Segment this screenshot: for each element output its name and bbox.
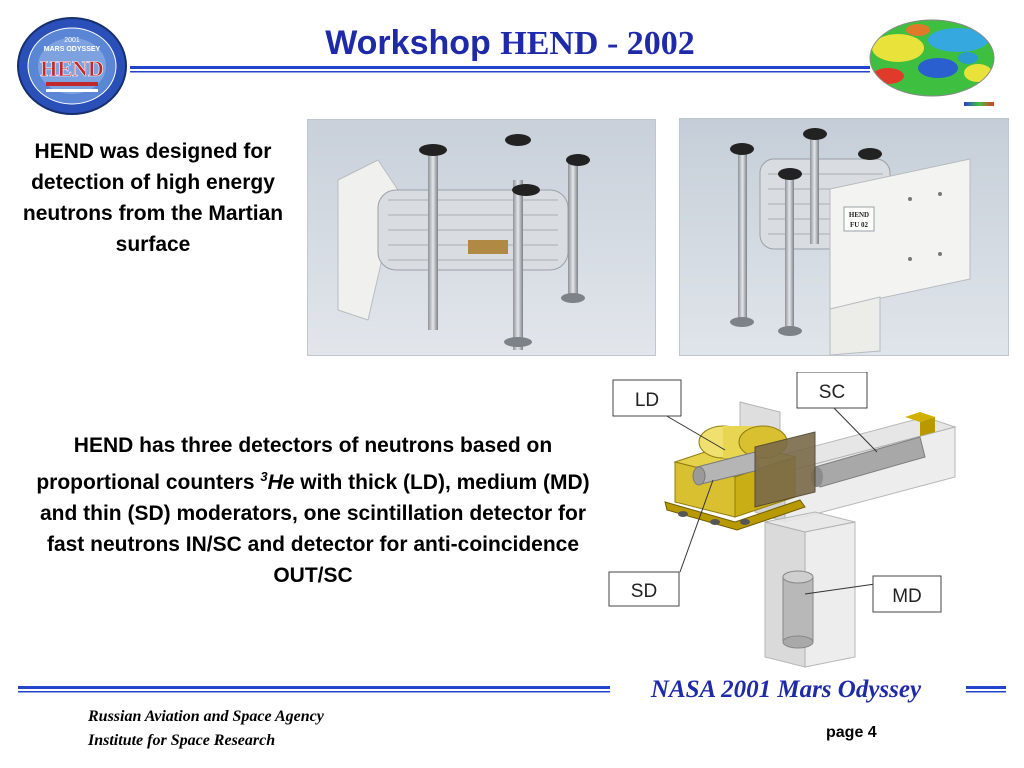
page-number: page 4 — [826, 724, 877, 741]
helium-isotope-number: 3 — [260, 469, 268, 484]
instrument-photo-right — [679, 118, 1009, 356]
description-detectors — [30, 430, 596, 591]
logo-year-text: 2001 — [64, 37, 80, 44]
mission-name: NASA 2001 Mars Odyssey — [650, 676, 922, 703]
hend-instrument-photo-icon — [308, 120, 655, 355]
diagram-label-md: MD — [892, 586, 922, 607]
plate-text-2: FU 02 — [849, 221, 869, 229]
plate-text-1: HEND — [848, 211, 870, 219]
diagram-label-sc: SC — [818, 382, 846, 403]
diagram-label-ld: LD — [634, 390, 660, 411]
title-part-2: HEND - 2002 — [500, 25, 695, 62]
description-detectors-part-1: HEND has three detectors of neutrons based on proportional counters — [36, 434, 553, 494]
description-detectors-part-2: with thick (LD), medium (MD) and thin (SD) moderators, one scintillation detector for fast neutrons IN/SC and detector for anti-coincidence OUT/SC — [39, 471, 590, 587]
mars-globe-icon — [868, 18, 998, 110]
helium-symbol: He — [267, 471, 295, 494]
instrument-photo-left — [307, 119, 656, 356]
diagram-label-sd: SD — [630, 581, 658, 602]
title-part-1: Workshop — [325, 24, 491, 62]
hend-logo-icon — [16, 16, 128, 116]
detector-layout-diagram — [605, 372, 965, 672]
footer-rule-right — [966, 686, 1006, 694]
logo-mission-text: MARS ODYSSEY — [43, 46, 101, 53]
organization-line-2: Institute for Space Research — [88, 732, 276, 749]
organization-line-1: Russian Aviation and Space Agency — [88, 708, 324, 725]
logo-hend-text: HEND — [40, 56, 104, 81]
header-rule — [130, 66, 870, 74]
footer-rule-left — [18, 686, 610, 694]
hend-instrument-photo-icon — [680, 119, 1008, 355]
description-design: HEND was designed for detection of high energy neutrons from the Martian surface — [22, 140, 284, 256]
page-title — [240, 24, 780, 63]
